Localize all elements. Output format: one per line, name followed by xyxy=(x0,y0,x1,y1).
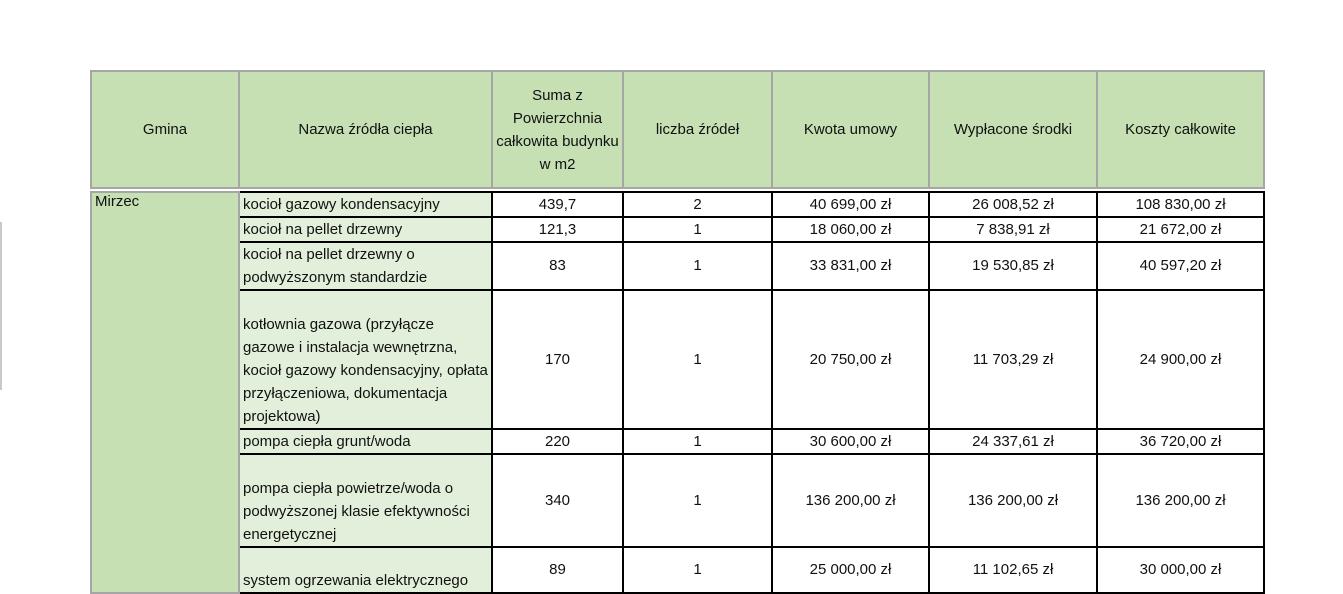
paid-cell[interactable]: 136 200,00 zł xyxy=(929,454,1097,547)
contract-cell[interactable]: 40 699,00 zł xyxy=(772,192,929,217)
source-name-cell[interactable]: kotłownia gazowa (przyłącze gazowe i instalacja wewnętrzna, kocioł gazowy kondensacyjny, opłata przyłączeniowa, dokumentacja projektowa) xyxy=(239,290,492,429)
header-area-sum[interactable]: Suma z Powierzchnia całkowita budynku w m2 xyxy=(492,71,623,188)
total-cell[interactable]: 136 200,00 zł xyxy=(1097,454,1264,547)
table-row xyxy=(91,429,1264,454)
contract-cell[interactable]: 20 750,00 zł xyxy=(772,290,929,429)
contract-cell[interactable]: 18 060,00 zł xyxy=(772,217,929,242)
paid-cell[interactable]: 19 530,85 zł xyxy=(929,242,1097,290)
total-cell[interactable]: 21 672,00 zł xyxy=(1097,217,1264,242)
area-cell[interactable]: 83 xyxy=(492,242,623,290)
header-total-costs[interactable]: Koszty całkowite xyxy=(1097,71,1264,188)
total-cell[interactable]: 30 000,00 zł xyxy=(1097,547,1264,593)
paid-cell[interactable]: 11 102,65 zł xyxy=(929,547,1097,593)
heat-sources-table xyxy=(90,70,1265,594)
total-cell[interactable]: 36 720,00 zł xyxy=(1097,429,1264,454)
table-row xyxy=(91,217,1264,242)
contract-cell[interactable]: 33 831,00 zł xyxy=(772,242,929,290)
contract-cell[interactable]: 136 200,00 zł xyxy=(772,454,929,547)
header-contract-amount[interactable]: Kwota umowy xyxy=(772,71,929,188)
source-name-cell[interactable]: pompa ciepła powietrze/woda o podwyższonej klasie efektywności energetycznej xyxy=(239,454,492,547)
area-cell[interactable]: 220 xyxy=(492,429,623,454)
table-row xyxy=(91,290,1264,429)
source-name-cell[interactable]: kocioł na pellet drzewny xyxy=(239,217,492,242)
header-paid-funds[interactable]: Wypłacone środki xyxy=(929,71,1097,188)
gmina-cell[interactable]: Mirzec xyxy=(91,192,239,593)
header-row xyxy=(91,71,1264,188)
count-cell[interactable]: 1 xyxy=(623,429,772,454)
paid-cell[interactable]: 26 008,52 zł xyxy=(929,192,1097,217)
paid-cell[interactable]: 11 703,29 zł xyxy=(929,290,1097,429)
table-row xyxy=(91,454,1264,547)
header-source-count[interactable]: liczba źródeł xyxy=(623,71,772,188)
count-cell[interactable]: 1 xyxy=(623,290,772,429)
table-row xyxy=(91,242,1264,290)
count-cell[interactable]: 1 xyxy=(623,242,772,290)
area-cell[interactable]: 340 xyxy=(492,454,623,547)
count-cell[interactable]: 1 xyxy=(623,217,772,242)
total-cell[interactable]: 108 830,00 zł xyxy=(1097,192,1264,217)
area-cell[interactable]: 121,3 xyxy=(492,217,623,242)
count-cell[interactable]: 1 xyxy=(623,547,772,593)
contract-cell[interactable]: 25 000,00 zł xyxy=(772,547,929,593)
contract-cell[interactable]: 30 600,00 zł xyxy=(772,429,929,454)
paid-cell[interactable]: 24 337,61 zł xyxy=(929,429,1097,454)
source-name-cell[interactable]: system ogrzewania elektrycznego xyxy=(239,547,492,593)
area-cell[interactable]: 170 xyxy=(492,290,623,429)
header-gmina[interactable]: Gmina xyxy=(91,71,239,188)
header-source-name[interactable]: Nazwa źródła ciepła xyxy=(239,71,492,188)
source-name-cell[interactable]: kocioł na pellet drzewny o podwyższonym standardzie xyxy=(239,242,492,290)
total-cell[interactable]: 40 597,20 zł xyxy=(1097,242,1264,290)
area-cell[interactable]: 89 xyxy=(492,547,623,593)
table-row xyxy=(91,547,1264,593)
left-edge-marker xyxy=(0,222,2,390)
source-name-cell[interactable]: pompa ciepła grunt/woda xyxy=(239,429,492,454)
table-row xyxy=(91,192,1264,217)
source-name-cell[interactable]: kocioł gazowy kondensacyjny xyxy=(239,192,492,217)
total-cell[interactable]: 24 900,00 zł xyxy=(1097,290,1264,429)
area-cell[interactable]: 439,7 xyxy=(492,192,623,217)
paid-cell[interactable]: 7 838,91 zł xyxy=(929,217,1097,242)
count-cell[interactable]: 2 xyxy=(623,192,772,217)
count-cell[interactable]: 1 xyxy=(623,454,772,547)
